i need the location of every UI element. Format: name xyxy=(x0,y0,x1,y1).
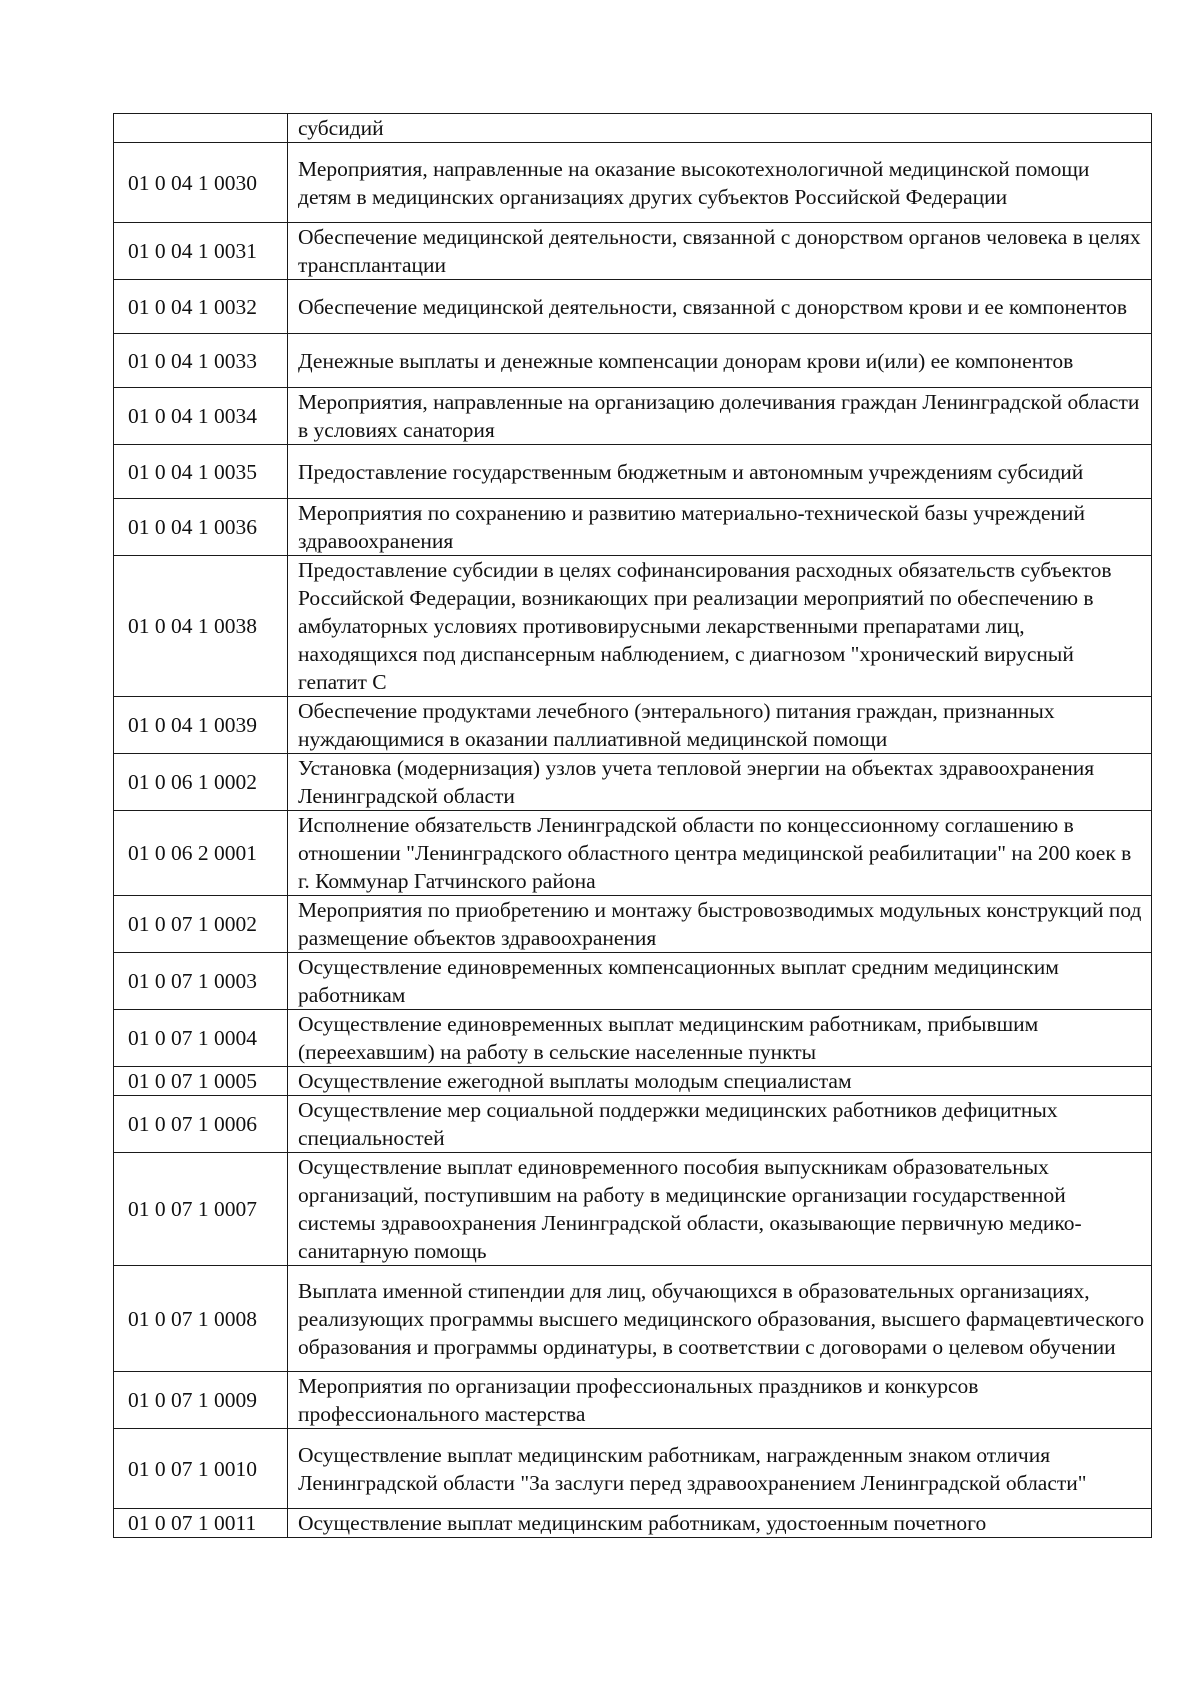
row-description: Мероприятия, направленные на оказание высокотехнологичной медицинской помощи детям в медицинских организациях других субъектов Российской Федерации xyxy=(288,143,1152,223)
row-description: Осуществление выплат медицинским работникам, удостоенным почетного xyxy=(288,1509,1152,1538)
row-description: Мероприятия, направленные на организацию долечивания граждан Ленинградской области в условиях санатория xyxy=(288,388,1152,445)
table-row xyxy=(114,388,1152,445)
table-row xyxy=(114,1153,1152,1266)
row-description: Осуществление единовременных компенсационных выплат средним медицинским работникам xyxy=(288,953,1152,1010)
row-code: 01 0 06 2 0001 xyxy=(114,811,288,896)
row-description: Осуществление мер социальной поддержки медицинских работников дефицитных специальностей xyxy=(288,1096,1152,1153)
row-description: Обеспечение медицинской деятельности, связанной с донорством крови и ее компонентов xyxy=(288,280,1152,334)
row-code: 01 0 04 1 0034 xyxy=(114,388,288,445)
row-code: 01 0 04 1 0035 xyxy=(114,445,288,499)
expense-codes-table xyxy=(113,113,1152,1538)
row-description: Установка (модернизация) узлов учета тепловой энергии на объектах здравоохранения Ленинградской области xyxy=(288,754,1152,811)
table-row xyxy=(114,499,1152,556)
table-row xyxy=(114,334,1152,388)
table-row xyxy=(114,280,1152,334)
row-code: 01 0 07 1 0005 xyxy=(114,1067,288,1096)
row-description: Осуществление единовременных выплат медицинским работникам, прибывшим (переехавшим) на работу в сельские населенные пункты xyxy=(288,1010,1152,1067)
row-code: 01 0 07 1 0010 xyxy=(114,1429,288,1509)
table-row xyxy=(114,754,1152,811)
table-row xyxy=(114,953,1152,1010)
row-description: Осуществление выплат медицинским работникам, награжденным знаком отличия Ленинградской области "За заслуги перед здравоохранением Ленинградской области" xyxy=(288,1429,1152,1509)
table-row xyxy=(114,556,1152,697)
table-row xyxy=(114,896,1152,953)
row-code: 01 0 07 1 0006 xyxy=(114,1096,288,1153)
table-row xyxy=(114,114,1152,143)
row-code: 01 0 04 1 0033 xyxy=(114,334,288,388)
row-code xyxy=(114,114,288,143)
row-code: 01 0 07 1 0003 xyxy=(114,953,288,1010)
row-description: Денежные выплаты и денежные компенсации донорам крови и(или) ее компонентов xyxy=(288,334,1152,388)
row-code: 01 0 07 1 0007 xyxy=(114,1153,288,1266)
row-description: Осуществление ежегодной выплаты молодым специалистам xyxy=(288,1067,1152,1096)
table-row xyxy=(114,1429,1152,1509)
row-description: Мероприятия по сохранению и развитию материально-технической базы учреждений здравоохранения xyxy=(288,499,1152,556)
row-code: 01 0 06 1 0002 xyxy=(114,754,288,811)
table-row xyxy=(114,1010,1152,1067)
row-description: Выплата именной стипендии для лиц, обучающихся в образовательных организациях, реализующих программы высшего медицинского образования, высшего фармацевтического образования и программы ординатуры, в соответствии с договорами о целевом обучении xyxy=(288,1266,1152,1372)
row-description: Мероприятия по организации профессиональных праздников и конкурсов профессионального мастерства xyxy=(288,1372,1152,1429)
row-code: 01 0 04 1 0032 xyxy=(114,280,288,334)
row-description: Исполнение обязательств Ленинградской области по концессионному соглашению в отношении "Ленинградского областного центра медицинской реабилитации" на 200 коек в г. Коммунар Гатчинского района xyxy=(288,811,1152,896)
row-description: Обеспечение продуктами лечебного (энтерального) питания граждан, признанных нуждающимися в оказании паллиативной медицинской помощи xyxy=(288,697,1152,754)
row-code: 01 0 07 1 0004 xyxy=(114,1010,288,1067)
row-description: Мероприятия по приобретению и монтажу быстровозводимых модульных конструкций под размещение объектов здравоохранения xyxy=(288,896,1152,953)
row-code: 01 0 07 1 0009 xyxy=(114,1372,288,1429)
table-row xyxy=(114,1509,1152,1538)
row-code: 01 0 04 1 0030 xyxy=(114,143,288,223)
table-row xyxy=(114,143,1152,223)
row-description: Предоставление субсидии в целях софинансирования расходных обязательств субъектов Российской Федерации, возникающих при реализации мероприятий по обеспечению в амбулаторных условиях противовирусными лекарственными препаратами лиц, находящихся под диспансерным наблюдением, с диагнозом "хронический вирусный гепатит С xyxy=(288,556,1152,697)
row-description: Обеспечение медицинской деятельности, связанной с донорством органов человека в целях трансплантации xyxy=(288,223,1152,280)
row-description: Предоставление государственным бюджетным и автономным учреждениям субсидий xyxy=(288,445,1152,499)
table-row xyxy=(114,445,1152,499)
row-code: 01 0 04 1 0038 xyxy=(114,556,288,697)
table-row xyxy=(114,1372,1152,1429)
row-code: 01 0 07 1 0008 xyxy=(114,1266,288,1372)
table-row xyxy=(114,697,1152,754)
table-row xyxy=(114,1067,1152,1096)
table-row xyxy=(114,223,1152,280)
row-code: 01 0 04 1 0036 xyxy=(114,499,288,556)
row-code: 01 0 07 1 0002 xyxy=(114,896,288,953)
table-row xyxy=(114,811,1152,896)
row-description: Осуществление выплат единовременного пособия выпускникам образовательных организаций, поступившим на работу в медицинские организации государственной системы здравоохранения Ленинградской области, оказывающие первичную медико-санитарную помощь xyxy=(288,1153,1152,1266)
row-code: 01 0 07 1 0011 xyxy=(114,1509,288,1538)
table-row xyxy=(114,1096,1152,1153)
row-code: 01 0 04 1 0039 xyxy=(114,697,288,754)
table-row xyxy=(114,1266,1152,1372)
row-description: субсидий xyxy=(288,114,1152,143)
row-code: 01 0 04 1 0031 xyxy=(114,223,288,280)
